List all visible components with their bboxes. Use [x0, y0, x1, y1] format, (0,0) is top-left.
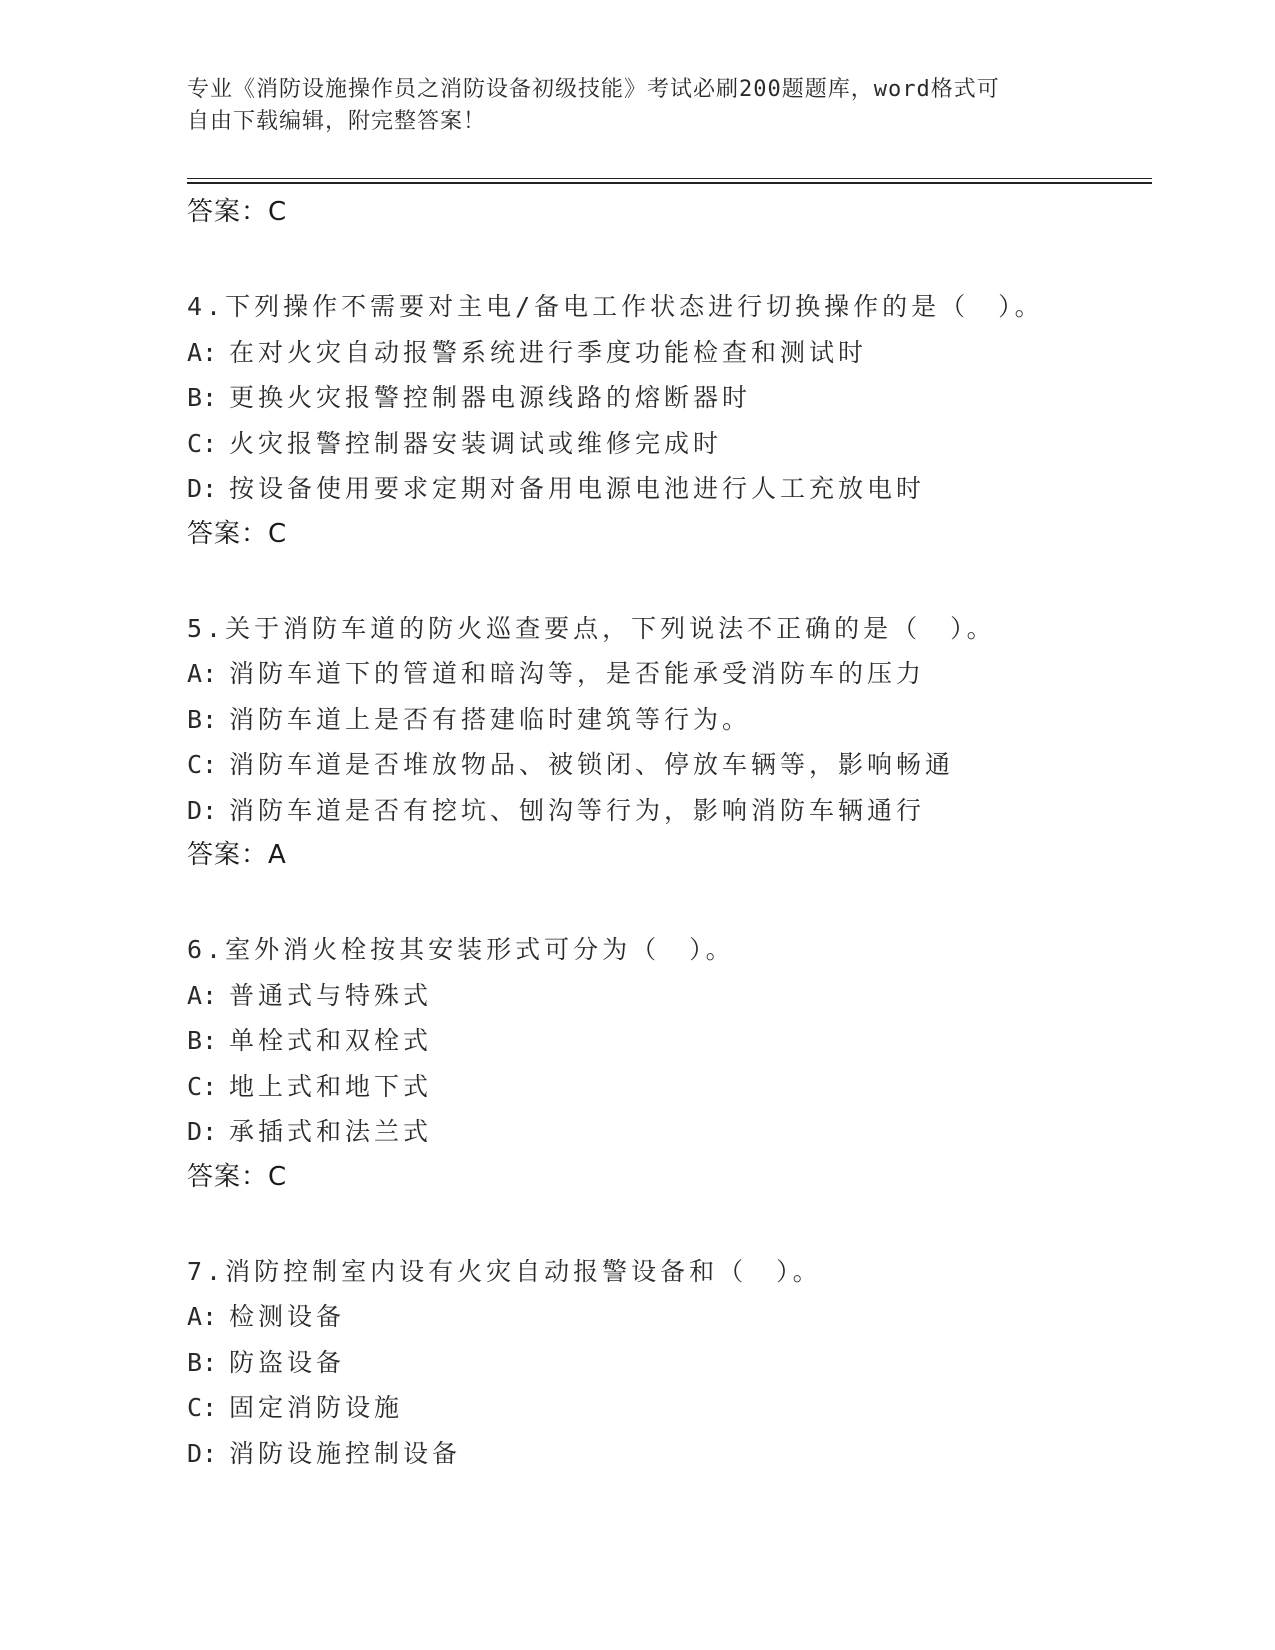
option-text: 更换火灾报警控制器电源线路的熔断器时	[229, 383, 752, 412]
option-letter: D:	[187, 1117, 218, 1146]
option-letter: A:	[187, 1302, 218, 1331]
option-text: 在对火灾自动报警系统进行季度功能检查和测试时	[229, 337, 868, 367]
option-text: 火灾报警控制器安装调试或维修完成时	[229, 428, 723, 458]
header-line-1: 专业《消防设施操作员之消防设备初级技能》考试必刷200题题库，word格式可	[187, 77, 1000, 102]
option-text: 地上式和地下式	[229, 1071, 433, 1101]
question-5	[187, 606, 1167, 878]
option-text: 固定消防设施	[229, 1393, 404, 1422]
option-letter: A:	[187, 659, 218, 688]
question-stem: 6.室外消火栓按其安装形式可分为（ ）。	[187, 935, 735, 964]
option-a	[187, 330, 1167, 376]
option-text: 防盗设备	[229, 1347, 346, 1377]
answer: 答案：C	[187, 1161, 288, 1192]
option-letter: D:	[187, 1438, 218, 1468]
option-letter: C:	[187, 750, 218, 779]
option-letter: B:	[187, 1026, 218, 1055]
page-header	[187, 74, 1067, 138]
option-b	[187, 697, 1167, 743]
option-c	[187, 742, 1167, 788]
question-4	[187, 284, 1167, 556]
question-6	[187, 927, 1167, 1199]
question-stem: 5.关于消防车道的防火巡查要点，下列说法不正确的是（ ）。	[187, 613, 996, 643]
option-text: 消防设施控制设备	[229, 1438, 462, 1468]
option-letter: C:	[187, 1071, 218, 1101]
question-stem: 4.下列操作不需要对主电/备电工作状态进行切换操作的是（ ）。	[187, 292, 1044, 321]
option-text: 消防车道是否堆放物品、被锁闭、停放车辆等，影响畅通	[229, 750, 955, 779]
option-d	[187, 788, 1167, 834]
option-letter: D:	[187, 474, 218, 503]
question-7	[187, 1249, 1167, 1477]
option-c	[187, 1064, 1167, 1110]
option-d	[187, 466, 1167, 512]
option-a	[187, 973, 1167, 1019]
option-text: 单栓式和双栓式	[229, 1026, 433, 1055]
question-list	[187, 190, 1167, 1476]
previous-question-answer: 答案：C	[187, 197, 288, 227]
option-letter: D:	[187, 795, 218, 825]
option-text: 消防车道是否有挖坑、刨沟等行为，影响消防车辆通行	[229, 795, 926, 825]
option-d	[187, 1431, 1167, 1477]
option-text: 普通式与特殊式	[229, 980, 433, 1010]
option-letter: B:	[187, 1347, 218, 1377]
option-letter: C:	[187, 1393, 218, 1422]
option-b	[187, 1340, 1167, 1386]
question-stem: 7.消防控制室内设有火灾自动报警设备和（ ）。	[187, 1256, 822, 1286]
option-b	[187, 375, 1167, 421]
option-a	[187, 1294, 1167, 1340]
option-letter: B:	[187, 704, 218, 734]
header-divider-thin	[187, 178, 1152, 179]
answer: 答案：A	[187, 840, 287, 870]
option-c	[187, 421, 1167, 467]
option-text: 检测设备	[229, 1302, 346, 1331]
option-text: 消防车道下的管道和暗沟等，是否能承受消防车的压力	[229, 659, 926, 688]
option-letter: B:	[187, 383, 218, 412]
option-d	[187, 1109, 1167, 1155]
option-b	[187, 1018, 1167, 1064]
option-text: 消防车道上是否有搭建临时建筑等行为。	[229, 704, 752, 734]
option-text: 承插式和法兰式	[229, 1117, 433, 1146]
answer: 答案：C	[187, 518, 288, 549]
option-letter: A:	[187, 980, 218, 1010]
option-text: 按设备使用要求定期对备用电源电池进行人工充放电时	[229, 474, 926, 503]
option-letter: C:	[187, 428, 218, 458]
header-divider-thick	[187, 182, 1152, 184]
header-line-2: 自由下载编辑，附完整答案！	[187, 109, 487, 134]
option-a	[187, 651, 1167, 697]
option-letter: A:	[187, 337, 218, 367]
option-c	[187, 1385, 1167, 1431]
